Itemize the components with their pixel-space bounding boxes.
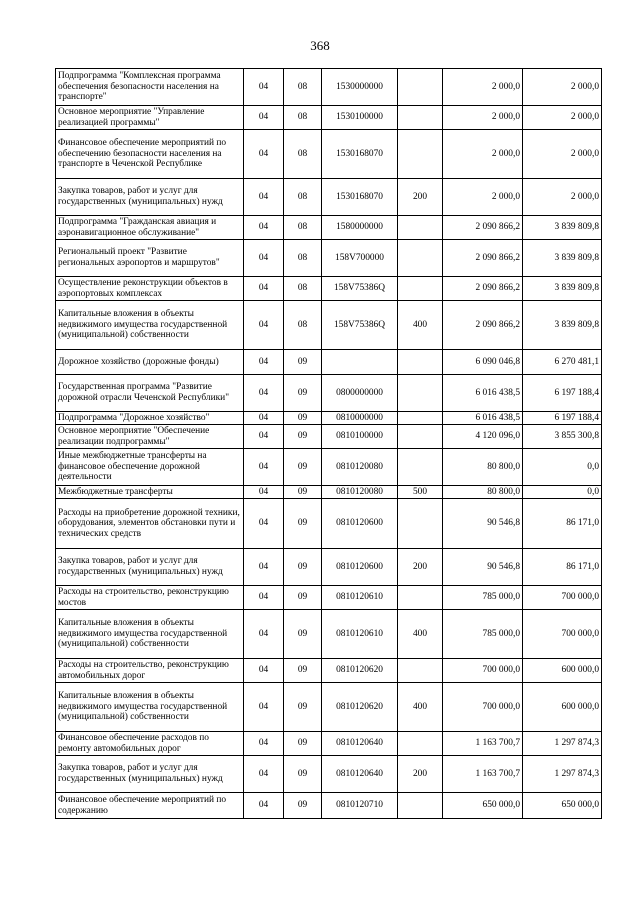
table-row <box>56 375 602 412</box>
table-row <box>56 793 602 819</box>
row-amount-1: 2 090 866,2 <box>443 301 523 350</box>
row-amount-1: 785 000,0 <box>443 586 523 610</box>
row-expense-type <box>398 732 443 756</box>
table-row <box>56 69 602 106</box>
row-name: Расходы на строительство, реконструкцию автомобильных дорог <box>56 659 244 683</box>
row-expense-type <box>398 350 443 375</box>
row-amount-1: 4 120 096,0 <box>443 425 523 449</box>
row-target-article: 158V75386Q <box>322 277 398 301</box>
row-amount-2: 0,0 <box>523 486 602 499</box>
row-amount-1: 785 000,0 <box>443 610 523 659</box>
row-amount-2: 3 855 300,8 <box>523 425 602 449</box>
row-amount-1: 2 090 866,2 <box>443 240 523 277</box>
table-row <box>56 130 602 179</box>
row-amount-1: 1 163 700,7 <box>443 732 523 756</box>
row-section: 04 <box>244 240 284 277</box>
row-subsection: 09 <box>284 756 322 793</box>
row-name: Капитальные вложения в объекты недвижимого имущества государственной (муниципальной) собственности <box>56 301 244 350</box>
row-expense-type <box>398 216 443 240</box>
budget-table-body <box>56 69 602 819</box>
row-amount-1: 2 000,0 <box>443 69 523 106</box>
row-amount-1: 2 000,0 <box>443 130 523 179</box>
row-subsection: 08 <box>284 301 322 350</box>
row-section: 04 <box>244 301 284 350</box>
row-name: Капитальные вложения в объекты недвижимого имущества государственной (муниципальной) собственности <box>56 610 244 659</box>
row-subsection: 09 <box>284 683 322 732</box>
row-target-article: 0810000000 <box>322 412 398 425</box>
row-amount-2: 86 171,0 <box>523 499 602 549</box>
row-amount-2: 3 839 809,8 <box>523 216 602 240</box>
row-section: 04 <box>244 130 284 179</box>
row-amount-1: 2 000,0 <box>443 179 523 216</box>
row-amount-2: 650 000,0 <box>523 793 602 819</box>
table-row <box>56 499 602 549</box>
row-name: Дорожное хозяйство (дорожные фонды) <box>56 350 244 375</box>
row-amount-2: 2 000,0 <box>523 179 602 216</box>
row-subsection: 09 <box>284 350 322 375</box>
row-section: 04 <box>244 732 284 756</box>
row-amount-1: 6 016 438,5 <box>443 412 523 425</box>
row-subsection: 08 <box>284 69 322 106</box>
row-target-article: 0810120620 <box>322 683 398 732</box>
row-expense-type <box>398 106 443 130</box>
row-expense-type: 200 <box>398 179 443 216</box>
table-row <box>56 301 602 350</box>
row-subsection: 08 <box>284 106 322 130</box>
row-target-article: 0810120610 <box>322 610 398 659</box>
row-subsection: 09 <box>284 732 322 756</box>
row-name: Капитальные вложения в объекты недвижимого имущества государственной (муниципальной) собственности <box>56 683 244 732</box>
row-section: 04 <box>244 610 284 659</box>
row-target-article: 0810120640 <box>322 732 398 756</box>
row-amount-2: 6 270 481,1 <box>523 350 602 375</box>
row-name: Подпрограмма "Гражданская авиация и аэронавигационное обслуживание" <box>56 216 244 240</box>
row-subsection: 08 <box>284 130 322 179</box>
row-target-article <box>322 350 398 375</box>
row-expense-type <box>398 412 443 425</box>
row-section: 04 <box>244 179 284 216</box>
row-target-article: 1530100000 <box>322 106 398 130</box>
row-amount-1: 650 000,0 <box>443 793 523 819</box>
row-amount-2: 2 000,0 <box>523 106 602 130</box>
row-subsection: 09 <box>284 449 322 486</box>
table-row <box>56 179 602 216</box>
table-row <box>56 610 602 659</box>
row-expense-type: 400 <box>398 301 443 350</box>
row-subsection: 08 <box>284 240 322 277</box>
row-name: Закупка товаров, работ и услуг для государственных (муниципальных) нужд <box>56 549 244 586</box>
row-amount-2: 0,0 <box>523 449 602 486</box>
row-name: Закупка товаров, работ и услуг для государственных (муниципальных) нужд <box>56 756 244 793</box>
row-name: Расходы на приобретение дорожной техники, оборудования, элементов обстановки пути и технических средств <box>56 499 244 549</box>
row-subsection: 09 <box>284 412 322 425</box>
table-row <box>56 350 602 375</box>
row-expense-type: 400 <box>398 683 443 732</box>
table-row <box>56 425 602 449</box>
row-subsection: 08 <box>284 277 322 301</box>
row-amount-2: 1 297 874,3 <box>523 732 602 756</box>
row-expense-type: 500 <box>398 486 443 499</box>
row-name: Государственная программа "Развитие дорожной отрасли Чеченской Республики" <box>56 375 244 412</box>
row-target-article: 1580000000 <box>322 216 398 240</box>
row-expense-type <box>398 793 443 819</box>
row-expense-type <box>398 586 443 610</box>
row-subsection: 08 <box>284 179 322 216</box>
row-name: Подпрограмма "Дорожное хозяйство" <box>56 412 244 425</box>
row-target-article: 0810100000 <box>322 425 398 449</box>
row-section: 04 <box>244 449 284 486</box>
row-section: 04 <box>244 106 284 130</box>
row-section: 04 <box>244 586 284 610</box>
row-target-article: 0810120600 <box>322 549 398 586</box>
row-name: Основное мероприятие "Обеспечение реализации подпрограммы" <box>56 425 244 449</box>
row-amount-2: 600 000,0 <box>523 659 602 683</box>
row-amount-1: 2 090 866,2 <box>443 216 523 240</box>
table-row <box>56 486 602 499</box>
row-name: Расходы на строительство, реконструкцию мостов <box>56 586 244 610</box>
row-amount-2: 6 197 188,4 <box>523 375 602 412</box>
row-target-article: 1530168070 <box>322 179 398 216</box>
row-expense-type <box>398 130 443 179</box>
row-target-article: 0800000000 <box>322 375 398 412</box>
row-amount-1: 2 090 866,2 <box>443 277 523 301</box>
row-target-article: 1530168070 <box>322 130 398 179</box>
row-name: Иные межбюджетные трансферты на финансовое обеспечение дорожной деятельности <box>56 449 244 486</box>
row-subsection: 09 <box>284 486 322 499</box>
row-target-article: 158V75386Q <box>322 301 398 350</box>
row-subsection: 09 <box>284 425 322 449</box>
row-section: 04 <box>244 277 284 301</box>
row-expense-type <box>398 499 443 549</box>
row-section: 04 <box>244 683 284 732</box>
row-section: 04 <box>244 216 284 240</box>
row-name: Региональный проект "Развитие региональных аэропортов и маршрутов" <box>56 240 244 277</box>
row-subsection: 09 <box>284 659 322 683</box>
row-expense-type <box>398 375 443 412</box>
row-amount-2: 1 297 874,3 <box>523 756 602 793</box>
row-expense-type <box>398 425 443 449</box>
row-subsection: 09 <box>284 586 322 610</box>
table-row <box>56 549 602 586</box>
row-target-article: 0810120640 <box>322 756 398 793</box>
row-amount-1: 90 546,8 <box>443 499 523 549</box>
table-row <box>56 277 602 301</box>
row-name: Финансовое обеспечение мероприятий по содержанию <box>56 793 244 819</box>
row-target-article: 0810120620 <box>322 659 398 683</box>
table-row <box>56 756 602 793</box>
row-section: 04 <box>244 350 284 375</box>
row-name: Финансовое обеспечение мероприятий по обеспечению безопасности населения на транспорте в Чеченской Республике <box>56 130 244 179</box>
row-name: Закупка товаров, работ и услуг для государственных (муниципальных) нужд <box>56 179 244 216</box>
row-expense-type <box>398 240 443 277</box>
row-subsection: 09 <box>284 793 322 819</box>
budget-table <box>55 68 602 819</box>
row-target-article: 0810120710 <box>322 793 398 819</box>
row-name: Межбюджетные трансферты <box>56 486 244 499</box>
table-row <box>56 106 602 130</box>
row-section: 04 <box>244 425 284 449</box>
row-amount-2: 6 197 188,4 <box>523 412 602 425</box>
row-expense-type <box>398 659 443 683</box>
row-expense-type: 200 <box>398 756 443 793</box>
table-row <box>56 412 602 425</box>
row-section: 04 <box>244 659 284 683</box>
table-row <box>56 659 602 683</box>
table-row <box>56 216 602 240</box>
row-amount-2: 3 839 809,8 <box>523 277 602 301</box>
table-row <box>56 683 602 732</box>
row-section: 04 <box>244 486 284 499</box>
row-amount-1: 80 800,0 <box>443 449 523 486</box>
row-section: 04 <box>244 756 284 793</box>
row-amount-1: 700 000,0 <box>443 659 523 683</box>
table-row <box>56 732 602 756</box>
row-name: Основное мероприятие "Управление реализацией программы" <box>56 106 244 130</box>
row-expense-type <box>398 69 443 106</box>
row-amount-2: 600 000,0 <box>523 683 602 732</box>
row-section: 04 <box>244 499 284 549</box>
row-name: Подпрограмма "Комплексная программа обеспечения безопасности населения на транспорте" <box>56 69 244 106</box>
table-row <box>56 586 602 610</box>
row-amount-2: 700 000,0 <box>523 610 602 659</box>
row-section: 04 <box>244 412 284 425</box>
row-amount-1: 700 000,0 <box>443 683 523 732</box>
page-number: 368 <box>310 38 330 53</box>
row-target-article: 1530000000 <box>322 69 398 106</box>
table-row <box>56 240 602 277</box>
row-amount-1: 80 800,0 <box>443 486 523 499</box>
row-expense-type <box>398 449 443 486</box>
row-subsection: 09 <box>284 375 322 412</box>
row-amount-1: 2 000,0 <box>443 106 523 130</box>
row-amount-1: 6 090 046,8 <box>443 350 523 375</box>
row-amount-1: 1 163 700,7 <box>443 756 523 793</box>
row-amount-2: 2 000,0 <box>523 69 602 106</box>
row-expense-type <box>398 277 443 301</box>
row-section: 04 <box>244 793 284 819</box>
row-amount-2: 700 000,0 <box>523 586 602 610</box>
row-amount-2: 3 839 809,8 <box>523 301 602 350</box>
row-section: 04 <box>244 69 284 106</box>
row-subsection: 09 <box>284 499 322 549</box>
row-section: 04 <box>244 375 284 412</box>
row-target-article: 158V700000 <box>322 240 398 277</box>
row-expense-type: 400 <box>398 610 443 659</box>
row-amount-1: 6 016 438,5 <box>443 375 523 412</box>
row-amount-2: 86 171,0 <box>523 549 602 586</box>
row-amount-2: 2 000,0 <box>523 130 602 179</box>
row-section: 04 <box>244 549 284 586</box>
row-target-article: 0810120600 <box>322 499 398 549</box>
row-expense-type: 200 <box>398 549 443 586</box>
row-target-article: 0810120080 <box>322 449 398 486</box>
table-row <box>56 449 602 486</box>
row-target-article: 0810120080 <box>322 486 398 499</box>
row-target-article: 0810120610 <box>322 586 398 610</box>
row-name: Осуществление реконструкции объектов в аэропортовых комплексах <box>56 277 244 301</box>
row-name: Финансовое обеспечение расходов по ремонту автомобильных дорог <box>56 732 244 756</box>
row-subsection: 08 <box>284 216 322 240</box>
row-amount-2: 3 839 809,8 <box>523 240 602 277</box>
row-subsection: 09 <box>284 610 322 659</box>
row-amount-1: 90 546,8 <box>443 549 523 586</box>
row-subsection: 09 <box>284 549 322 586</box>
